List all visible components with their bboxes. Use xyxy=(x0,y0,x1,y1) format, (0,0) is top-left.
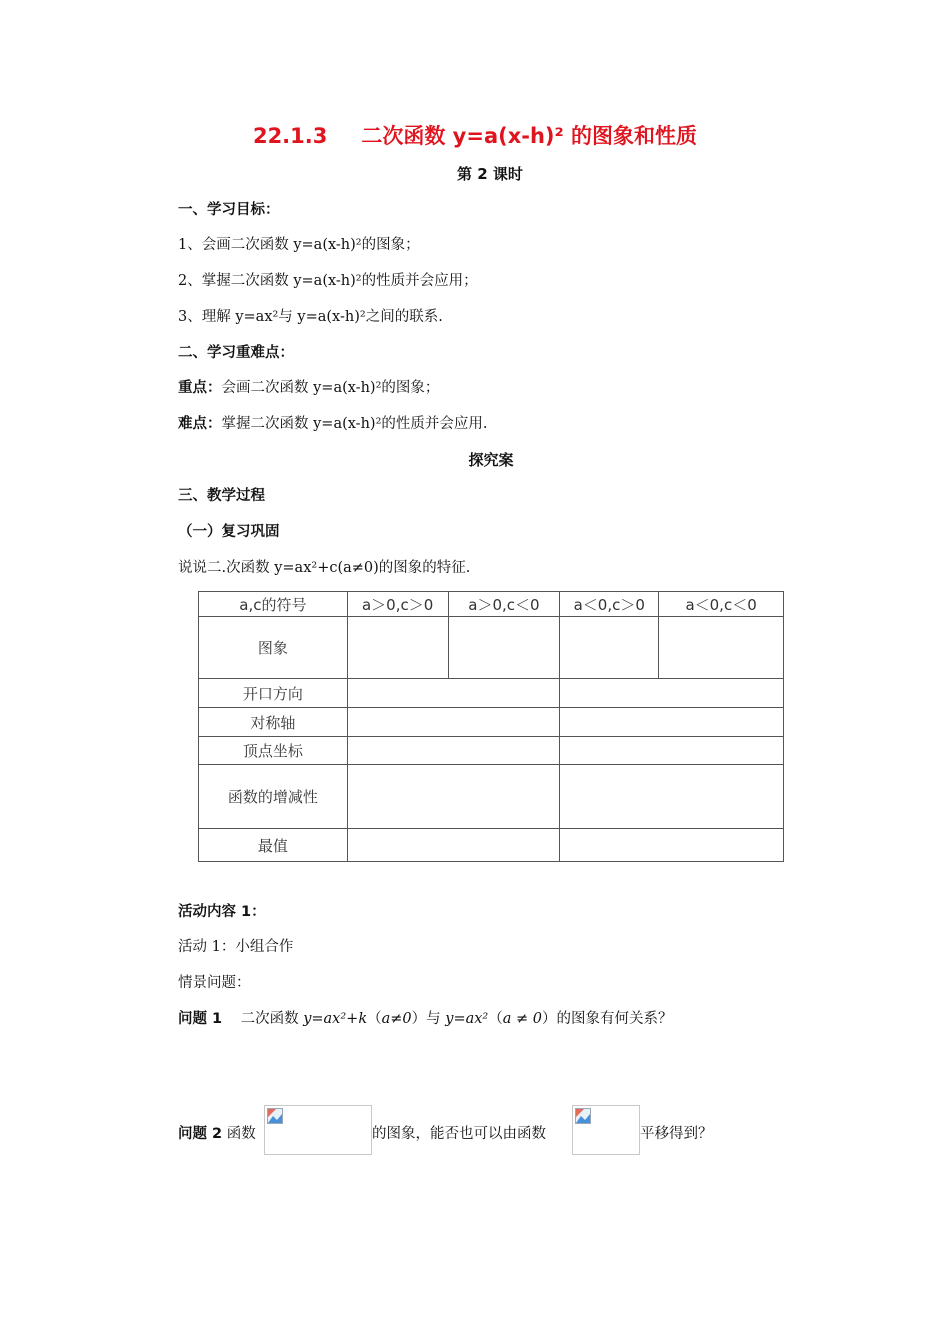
review-prompt: 说说二.次函数 y=ax²+c(a≠0)的图象的特征. xyxy=(178,560,471,576)
question-1-formula: y=ax² xyxy=(445,1011,489,1027)
question-1-text: （ xyxy=(367,1011,382,1027)
review-subheading: （一）复习巩固 xyxy=(178,524,280,540)
question-1-text: ）与 xyxy=(411,1011,446,1027)
difficult-point xyxy=(178,412,488,433)
table-row xyxy=(199,737,784,765)
table-cell[interactable] xyxy=(347,765,560,829)
table-cell[interactable] xyxy=(659,617,784,679)
table-cell[interactable] xyxy=(448,617,560,679)
section-objectives-heading: 一、学习目标： xyxy=(178,202,280,218)
table-cell[interactable] xyxy=(560,765,784,829)
question-2-label: 问题 2 xyxy=(178,1126,223,1142)
key-point xyxy=(178,376,439,397)
title-number: 22.1.3 xyxy=(252,124,328,148)
table-row-label: 函数的增减性 xyxy=(199,765,348,829)
table-row xyxy=(199,617,784,679)
activity-line: 情景问题： xyxy=(178,975,251,991)
key-point-label: 重点： xyxy=(178,380,222,396)
question-1-formula: y=ax²+k xyxy=(303,1011,368,1027)
table-cell[interactable] xyxy=(560,737,784,765)
question-2-suffix: 平移得到？ xyxy=(640,1126,713,1142)
objective-item: 3、理解 y=ax²与 y=a(x-h)²之间的联系. xyxy=(178,309,443,325)
table-header-cell: a＞0,c＞0 xyxy=(347,592,448,617)
difficult-point-text: 掌握二次函数 y=a(x-h)²的性质并会应用. xyxy=(221,416,488,432)
table-row-label: 开口方向 xyxy=(199,679,348,708)
question-1 xyxy=(178,1007,672,1028)
table-header-cell: a＜0,c＜0 xyxy=(659,592,784,617)
table-cell[interactable] xyxy=(347,829,560,862)
objective-item: 2、掌握二次函数 y=a(x-h)²的性质并会应用； xyxy=(178,273,478,289)
table-cell[interactable] xyxy=(560,708,784,737)
table-cell[interactable] xyxy=(347,617,448,679)
question-2-middle: 的图象，能否也可以由函数 xyxy=(372,1126,546,1142)
table-row xyxy=(199,708,784,737)
section-process-heading: 三、教学过程 xyxy=(178,488,265,504)
broken-image-icon xyxy=(267,1108,283,1124)
question-1-condition: a ≠ 0 xyxy=(502,1011,542,1027)
table-cell[interactable] xyxy=(560,829,784,862)
table-row-label: 顶点坐标 xyxy=(199,737,348,765)
title-text: 二次函数 y=a(x-h)² 的图象和性质 xyxy=(361,124,698,148)
question-1-text: ）的图象有何关系？ xyxy=(541,1011,673,1027)
review-table xyxy=(198,591,784,862)
table-header-cell: a,c的符号 xyxy=(199,592,348,617)
question-1-text: 二次函数 xyxy=(240,1011,304,1027)
table-cell[interactable] xyxy=(347,679,560,708)
document-title xyxy=(0,120,950,150)
question-2-prefix xyxy=(178,1122,256,1143)
table-cell[interactable] xyxy=(347,708,560,737)
key-point-text: 会画二次函数 y=a(x-h)²的图象； xyxy=(221,380,440,396)
table-header-cell: a＜0,c＞0 xyxy=(560,592,659,617)
table-header-row xyxy=(199,592,784,617)
objective-item: 1、会画二次函数 y=a(x-h)²的图象； xyxy=(178,237,420,253)
table-row xyxy=(199,679,784,708)
table-cell[interactable] xyxy=(560,617,659,679)
broken-image-icon xyxy=(575,1108,591,1124)
activity-heading: 活动内容 1： xyxy=(178,904,266,920)
question-1-label: 问题 1 xyxy=(178,1011,223,1027)
explore-heading: 探究案 xyxy=(468,451,514,469)
difficult-point-label: 难点： xyxy=(178,416,222,432)
question-2-text: 函数 xyxy=(226,1126,256,1142)
section-keypoints-heading: 二、学习重难点： xyxy=(178,345,294,361)
table-row xyxy=(199,829,784,862)
table-header-cell: a＞0,c＜0 xyxy=(448,592,560,617)
formula-image-placeholder xyxy=(264,1105,372,1155)
activity-line: 活动 1：小组合作 xyxy=(178,939,294,955)
question-1-text: （ xyxy=(488,1011,503,1027)
lesson-period: 第 2 课时 xyxy=(457,165,523,183)
table-row-label: 最值 xyxy=(199,829,348,862)
question-1-condition: a≠0 xyxy=(381,1011,412,1027)
table-row-label: 图象 xyxy=(199,617,348,679)
formula-image-placeholder xyxy=(572,1105,640,1155)
table-cell[interactable] xyxy=(560,679,784,708)
table-row xyxy=(199,765,784,829)
table-cell[interactable] xyxy=(347,737,560,765)
table-row-label: 对称轴 xyxy=(199,708,348,737)
